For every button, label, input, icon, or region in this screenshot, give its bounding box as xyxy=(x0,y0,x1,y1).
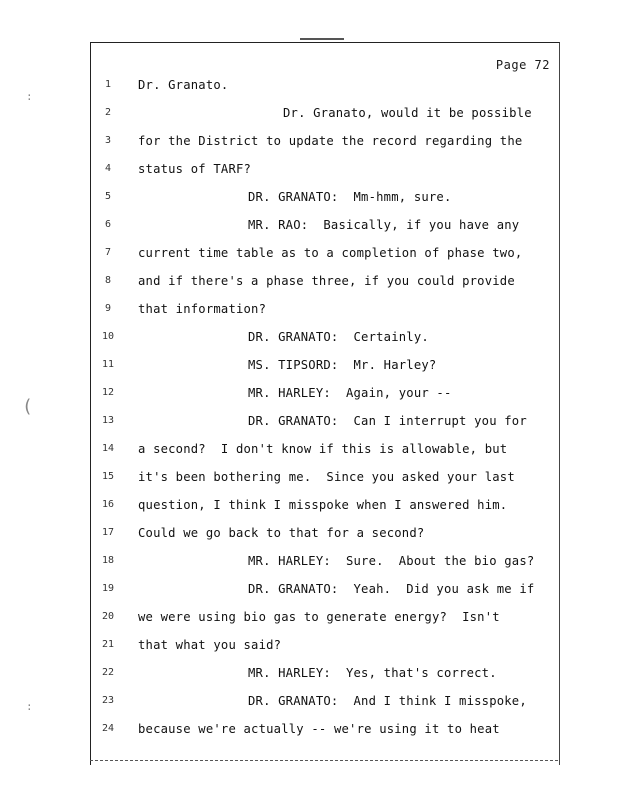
line-number: 14 xyxy=(101,443,115,454)
line-number: 22 xyxy=(101,667,115,678)
line-number: 21 xyxy=(101,639,115,650)
line-text: DR. GRANATO: Certainly. xyxy=(248,330,429,344)
line-number: 3 xyxy=(104,135,112,146)
line-number: 9 xyxy=(104,303,112,314)
line-text: MR. HARLEY: Again, your -- xyxy=(248,386,452,400)
line-text: we were using bio gas to generate energy? Isn't xyxy=(138,610,500,624)
line-text: for the District to update the record regarding the xyxy=(138,134,523,148)
line-number: 5 xyxy=(104,191,112,202)
line-number: 2 xyxy=(104,107,112,118)
line-number: 10 xyxy=(101,331,115,342)
line-text: status of TARF? xyxy=(138,162,252,176)
scan-mark xyxy=(300,38,344,40)
transcript-line xyxy=(0,354,618,376)
line-number: 11 xyxy=(101,359,115,370)
line-text: MR. RAO: Basically, if you have any xyxy=(248,218,520,232)
transcript-line xyxy=(0,102,618,124)
line-number: 18 xyxy=(101,555,115,566)
line-text: DR. GRANATO: Yeah. Did you ask me if xyxy=(248,582,535,596)
line-text: Dr. Granato. xyxy=(138,78,229,92)
line-number: 24 xyxy=(101,723,115,734)
line-number: 20 xyxy=(101,611,115,622)
line-number: 23 xyxy=(101,695,115,706)
transcript-line xyxy=(0,494,618,516)
transcript-line xyxy=(0,270,618,292)
transcript-line xyxy=(0,718,618,740)
transcript-line xyxy=(0,466,618,488)
line-text: a second? I don't know if this is allowable, but xyxy=(138,442,508,456)
line-number: 15 xyxy=(101,471,115,482)
transcript-line xyxy=(0,186,618,208)
transcript-line xyxy=(0,578,618,600)
line-number: 12 xyxy=(101,387,115,398)
transcript-line xyxy=(0,382,618,404)
line-text: Dr. Granato, would it be possible xyxy=(283,106,532,120)
transcript-line xyxy=(0,634,618,656)
line-text: MR. HARLEY: Sure. About the bio gas? xyxy=(248,554,535,568)
line-text: that information? xyxy=(138,302,267,316)
line-number: 8 xyxy=(104,275,112,286)
margin-mark: : xyxy=(26,90,33,103)
transcript-line xyxy=(0,522,618,544)
transcript-line xyxy=(0,438,618,460)
line-number: 17 xyxy=(101,527,115,538)
transcript-line xyxy=(0,130,618,152)
line-text: and if there's a phase three, if you could provide xyxy=(138,274,515,288)
line-number: 7 xyxy=(104,247,112,258)
transcript-line xyxy=(0,158,618,180)
page-bottom-edge xyxy=(90,760,558,767)
line-number: 19 xyxy=(101,583,115,594)
line-text: because we're actually -- we're using it to heat xyxy=(138,722,500,736)
transcript-line xyxy=(0,690,618,712)
line-number: 16 xyxy=(101,499,115,510)
transcript-line xyxy=(0,214,618,236)
transcript-line xyxy=(0,298,618,320)
margin-mark: : xyxy=(26,700,33,713)
transcript-line xyxy=(0,410,618,432)
line-text: DR. GRANATO: Mm-hmm, sure. xyxy=(248,190,452,204)
line-text: DR. GRANATO: Can I interrupt you for xyxy=(248,414,527,428)
page-number: Page 72 xyxy=(495,58,550,72)
line-number: 6 xyxy=(104,219,112,230)
line-text: that what you said? xyxy=(138,638,282,652)
line-text: question, I think I misspoke when I answered him. xyxy=(138,498,508,512)
line-text: DR. GRANATO: And I think I misspoke, xyxy=(248,694,527,708)
transcript-line xyxy=(0,662,618,684)
line-text: MS. TIPSORD: Mr. Harley? xyxy=(248,358,437,372)
line-text: MR. HARLEY: Yes, that's correct. xyxy=(248,666,497,680)
transcript-line xyxy=(0,550,618,572)
line-number: 13 xyxy=(101,415,115,426)
transcript-line xyxy=(0,74,618,96)
line-text: it's been bothering me. Since you asked your last xyxy=(138,470,515,484)
margin-mark: ( xyxy=(22,396,33,417)
transcript-line xyxy=(0,606,618,628)
line-number: 4 xyxy=(104,163,112,174)
line-number: 1 xyxy=(104,79,112,90)
transcript-line xyxy=(0,326,618,348)
transcript-line xyxy=(0,242,618,264)
line-text: Could we go back to that for a second? xyxy=(138,526,425,540)
line-text: current time table as to a completion of phase two, xyxy=(138,246,523,260)
